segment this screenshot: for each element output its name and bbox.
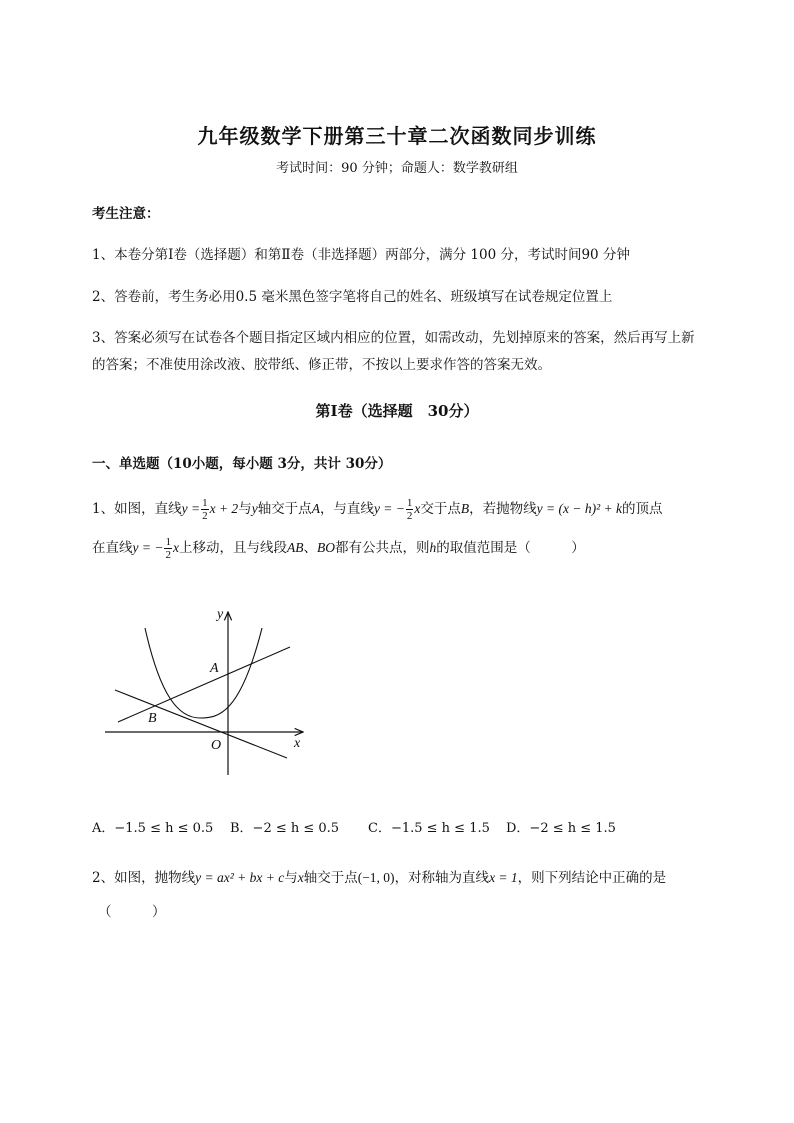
option-a[interactable]: A．−1.5 ≤ h ≤ 0.5 (92, 821, 214, 836)
q1-fraction (164, 536, 172, 561)
fraction-numerator: 1 (202, 497, 208, 509)
q1-text: 与 (238, 501, 252, 517)
q1-text: 、 (303, 540, 317, 556)
notice-item-3-line-1: 3、答案必须写在试卷各个题目指定区域内相应的位置，如需改动，先划掉原来的答案，然后再写上新 (92, 330, 695, 346)
point-b-label: B (148, 711, 157, 726)
q1-fraction (406, 497, 414, 522)
fraction-denominator: 2 (165, 549, 171, 561)
q1-text: 都有公共点，则 (334, 540, 430, 556)
fraction-denominator: 2 (406, 510, 413, 522)
q1-math: A (311, 501, 320, 516)
q1-math: x (172, 540, 179, 555)
q1-text: 1、如图，直线 (92, 501, 182, 517)
point-a-label: A (210, 661, 219, 676)
q1-text: 上移动，且与线段 (178, 540, 287, 556)
q2-math: y = ax² + bx + c (195, 870, 285, 885)
option-d[interactable]: D．−2 ≤ h ≤ 1.5 (506, 821, 616, 836)
notice-item-1: 1、本卷分第Ⅰ卷（选择题）和第Ⅱ卷（非选择题）两部分，满分 100 分，考试时间90 分钟 (92, 247, 630, 263)
question-1-line-2 (92, 536, 585, 561)
q1-figure (100, 600, 315, 785)
question-2-line-1 (92, 866, 666, 886)
exam-title: 九年级数学下册第三十章二次函数同步训练 (197, 124, 597, 148)
q1-math: B (460, 501, 470, 516)
notice-heading: 考生注意： (92, 206, 160, 222)
q1-math: h (429, 540, 437, 555)
q1-math: BO (316, 540, 335, 555)
q1-text: ，若抛物线 (469, 501, 537, 517)
y-axis-label: y (217, 607, 224, 622)
q2-text: 2、如图，抛物线 (92, 870, 196, 886)
q2-text: ，对称轴为直线 (394, 870, 490, 886)
part-heading: 一、单选题（10小题，每小题 3分，共计 30分） (92, 456, 392, 472)
q2-math: (−1, 0) (357, 870, 395, 885)
q1-math: y = (181, 501, 201, 516)
q1-fraction (201, 497, 209, 522)
q1-math: y (251, 501, 258, 516)
line-bo (115, 690, 287, 758)
q1-math: x (414, 501, 421, 516)
q2-text: 与 (284, 870, 298, 886)
q1-text: 的顶点 (622, 501, 663, 517)
fraction-denominator: 2 (202, 510, 208, 522)
q1-text: ，与直线 (319, 501, 374, 517)
q1-text: 轴交于点 (257, 501, 312, 517)
q1-math: AB (286, 540, 304, 555)
notice-item-2: 2、答卷前，考生务必用0.5 毫米黑色签字笔将自己的姓名、班级填写在试卷规定位置上 (92, 289, 613, 305)
question-1-line-1 (92, 497, 663, 522)
origin-label: O (211, 738, 222, 753)
q1-math: y = (x − h)² + k (536, 501, 623, 516)
q2-math: x = 1 (489, 870, 518, 885)
q2-text: ，则下列结论中正确的是 (517, 870, 667, 886)
notice-item-3-line-2: 的答案；不准使用涂改液、胶带纸、修正带，不按以上要求作答的答案无效。 (92, 357, 551, 373)
parabola-curve (145, 628, 262, 718)
fraction-numerator: 1 (406, 497, 413, 509)
q1-math: y = − (373, 501, 405, 516)
q1-math: y = − (132, 540, 164, 555)
q2-math: x (297, 870, 304, 885)
question-2-answer-bracket: （ ） (98, 904, 166, 920)
line-ab (118, 647, 290, 722)
option-b[interactable]: B．−2 ≤ h ≤ 0.5 (230, 821, 340, 836)
q1-text: 交于点 (420, 501, 461, 517)
q1-text: 的取值范围是（ ） (436, 540, 585, 556)
x-axis-label: x (294, 736, 301, 751)
q1-text: 在直线 (92, 540, 133, 556)
q1-math: x + 2 (209, 501, 239, 516)
section-title: 第Ⅰ卷（选择题 30分） (315, 402, 479, 420)
q2-text: 轴交于点 (303, 870, 358, 886)
option-c[interactable]: C．−1.5 ≤ h ≤ 1.5 (368, 821, 490, 836)
exam-subtitle: 考试时间：90 分钟；命题人：数学教研组 (276, 161, 518, 176)
fraction-numerator: 1 (165, 536, 171, 548)
